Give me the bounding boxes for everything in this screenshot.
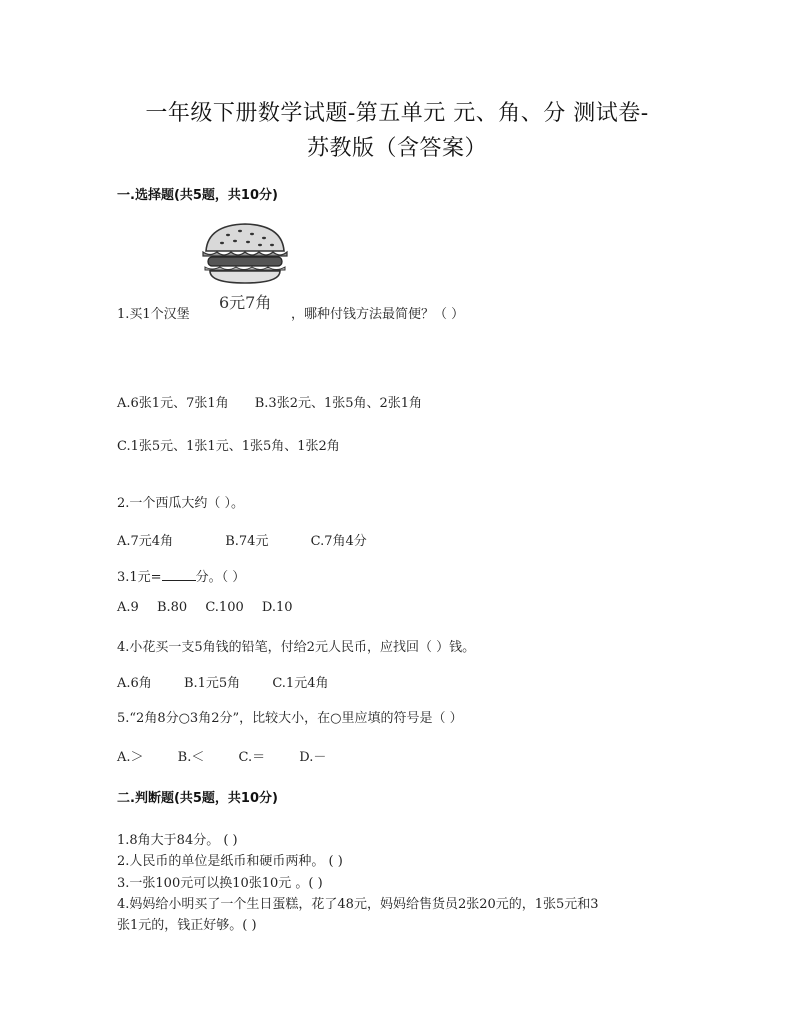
question-1-options-row-2 [117, 435, 362, 454]
option-d[interactable]: D.10 [261, 600, 293, 615]
option-c[interactable]: C.＝ [238, 750, 266, 765]
judgement-item-1: 1.8角大于84分。 ( ) [117, 833, 238, 848]
question-1-suffix: ，哪种付钱方法最简便？（ ） [290, 307, 465, 322]
question-5-options [117, 746, 348, 765]
burger-price-label: 6元7角 [219, 293, 272, 312]
option-a[interactable]: A.7元4角 [117, 534, 174, 549]
question-2: 2.一个西瓜大约（ ）。 [117, 496, 245, 511]
judgement-item-2: 2.人民币的单位是纸币和硬币两种。 ( ) [117, 854, 343, 869]
question-1 [117, 303, 464, 322]
option-b[interactable]: B.＜ [177, 750, 205, 765]
section-heading-judgement: 二.判断题(共5题，共10分) [117, 791, 278, 806]
question-5: 5.“2角8分○3角2分”，比较大小，在○里应填的符号是（ ） [117, 711, 463, 726]
question-1-prefix: 1.买1个汉堡 [117, 307, 190, 322]
judgement-item-4-continued: 张1元的，钱正好够。( ) [117, 918, 257, 933]
option-b[interactable]: B.1元5角 [183, 676, 241, 691]
option-a[interactable]: A.＞ [117, 750, 144, 765]
option-a[interactable]: A.9 [117, 600, 139, 615]
question-4-options [117, 672, 350, 691]
option-c[interactable]: C.100 [205, 600, 244, 615]
option-c[interactable]: C.7角4分 [310, 534, 367, 549]
question-3-suffix: 分。（ ） [195, 570, 246, 585]
question-3 [117, 566, 245, 585]
option-b[interactable]: B.74元 [225, 534, 269, 549]
option-b[interactable]: B.80 [156, 600, 188, 615]
question-1-options-row-1 [117, 392, 444, 411]
page-title-line-1: 一年级下册数学试题-第五单元 元、角、分 测试卷- [145, 101, 649, 126]
answer-blank[interactable] [162, 568, 196, 581]
question-2-options [117, 530, 389, 549]
option-a[interactable]: A.6角 [117, 676, 152, 691]
option-d[interactable]: D.－ [299, 750, 327, 765]
question-3-options [117, 600, 315, 615]
judgement-item-3: 3.一张100元可以换10张10元 。( ) [117, 876, 323, 891]
question-3-prefix: 3.1元= [117, 570, 162, 585]
section-heading-choice: 一.选择题(共5题，共10分) [117, 188, 278, 203]
option-a[interactable]: A.6张1元、7张1角 [117, 396, 229, 411]
option-b[interactable]: B.3张2元、1张5角、2张1角 [254, 396, 423, 411]
page-title-line-2: 苏教版（含答案） [306, 136, 487, 161]
option-c[interactable]: C.1张5元、1张1元、1张5角、1张2角 [117, 439, 340, 454]
judgement-item-4: 4.妈妈给小明买了一个生日蛋糕，花了48元，妈妈给售货员2张20元的，1张5元和3 [117, 897, 599, 912]
question-4: 4.小花买一支5角钱的铅笔，付给2元人民币，应找回（ ）钱。 [117, 640, 476, 655]
option-c[interactable]: C.1元4角 [272, 676, 329, 691]
hamburger-icon [200, 221, 290, 286]
